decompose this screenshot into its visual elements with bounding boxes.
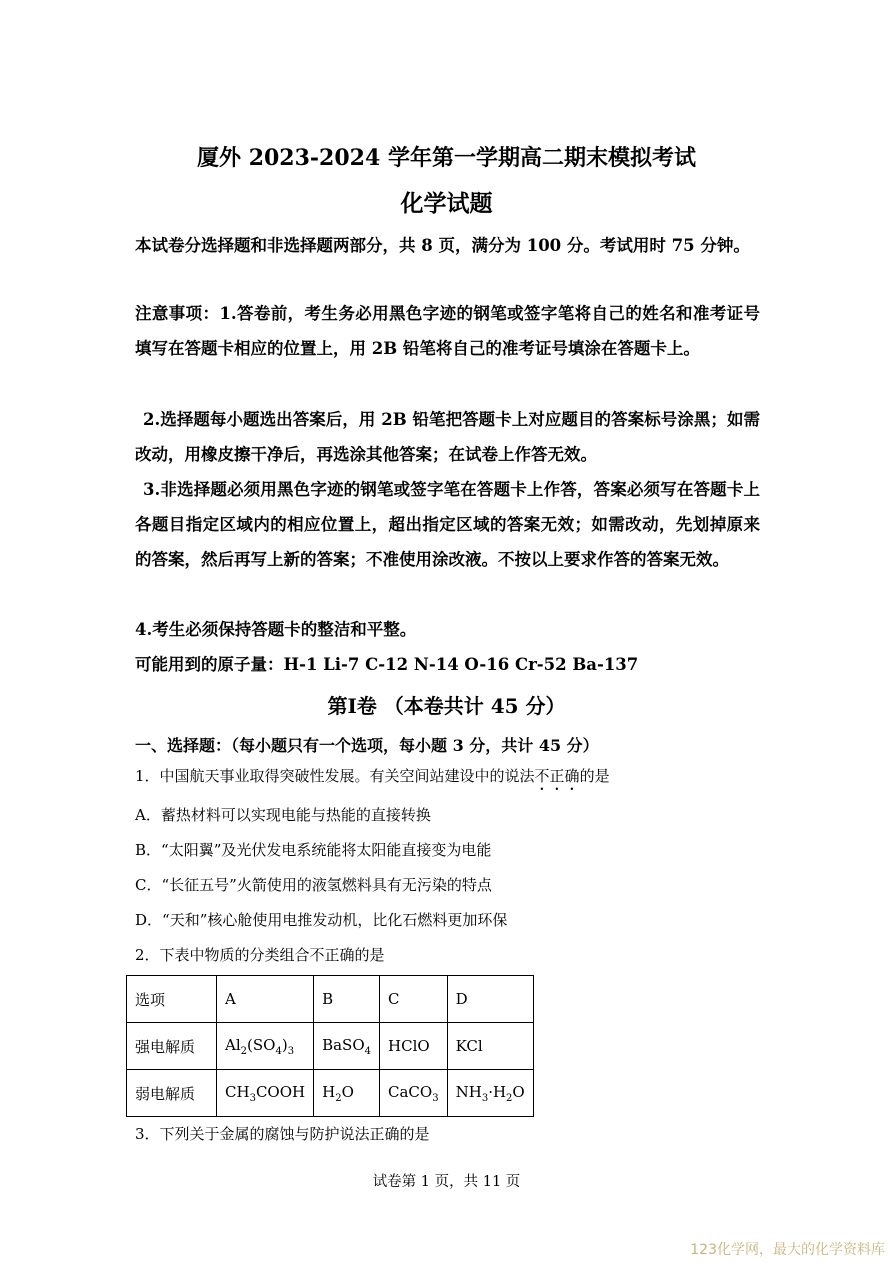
subject-title: 化学试题 [400,190,493,217]
q1-emphasis: 不正确 [534,767,580,785]
header-cell: 选项 [127,976,217,1023]
table-row [127,1070,534,1117]
question-1-stem [135,766,610,794]
notice-rule-2: 2.选择题每小题选出答案后，用 2B 铅笔把答题卡上对应题目的答案标号涂黑；如需改动，用橡皮擦干净后，再选涂其他答案；在试卷上作答无效。 [135,410,760,464]
notice-rule-4: 4.考生必须保持答题卡的整洁和平整。 [135,620,417,639]
header-cell: A [217,976,314,1023]
table-cell: KCl [447,1023,533,1070]
table-cell: $NH_3\cdot H_2O$ [447,1070,533,1117]
q1-option-d: D．“天和”核心舱使用电推发动机，比化石燃料更加环保 [135,911,508,929]
table-cell: CaCO$_3$ [380,1070,448,1117]
atomic-mass-list: 可能用到的原子量：H-1 Li-7 C-12 N-14 O-16 Cr-52 Ba-137 [135,655,639,674]
q1-option-c: C．“长征五号”火箭使用的液氢燃料具有无污染的特点 [135,876,492,894]
q1-stem-post: 的是 [579,767,610,785]
exam-title: 厦外 2023-2024 学年第一学期高二期末模拟考试 [197,145,696,171]
notice-rule-1: 注意事项：1.答卷前，考生务必用黑色字迹的钢笔或签字笔将自己的姓名和准考证号填写在答题卡相应的位置上，用 2B 铅笔将自己的准考证号填涂在答题卡上。 [135,304,760,358]
q1-option-b: B．“太阳翼”及光伏发电系统能将太阳能直接变为电能 [135,841,492,859]
table-cell: HClO [380,1023,448,1070]
q1-option-a: A．蓄热材料可以实现电能与热能的直接转换 [135,806,431,824]
header-cell: D [447,976,533,1023]
table-row [127,1023,534,1070]
q1-stem-pre: 1．中国航天事业取得突破性发展。有关空间站建设中的说法 [135,767,535,785]
header-cell: C [380,976,448,1023]
watermark-text: 123化学网，最大的化学资料库 [690,1242,885,1258]
part-one-heading: 第I卷 （本卷共计 45 分） [327,694,566,718]
table-cell: $CH_3COOH$ [217,1070,314,1117]
row-label: 弱电解质 [127,1070,217,1117]
page-footer: 试卷第 1 页，共 11 页 [372,1174,521,1190]
table-row [127,976,534,1023]
classification-table [126,975,534,1117]
table-cell: $H_2O$ [314,1070,380,1117]
row-label: 强电解质 [127,1023,217,1070]
table-cell: BaSO$_4$ [314,1023,380,1070]
question-3-stem: 3．下列关于金属的腐蚀与防护说法正确的是 [135,1125,430,1143]
table-cell: $Al_2(SO_4)_3$ [217,1023,314,1070]
question-2-stem: 2．下表中物质的分类组合不正确的是 [135,946,385,964]
section-heading: 一、选择题：（每小题只有一个选项，每小题 3 分，共计 45 分） [135,736,599,755]
notice-rule-3: 3.非选择题必须用黑色字迹的钢笔或签字笔在答题卡上作答，答案必须写在答题卡上各题目指定区域内的相应位置上，超出指定区域的答案无效；如需改动，先划掉原来的答案，然后再写上新的答案；不准使用涂改液。不按以上要求作答的答案无效。 [135,480,760,569]
header-cell: B [314,976,380,1023]
exam-intro: 本试卷分选择题和非选择题两部分，共 8 页，满分为 100 分。考试用时 75 分钟。 [135,236,750,255]
